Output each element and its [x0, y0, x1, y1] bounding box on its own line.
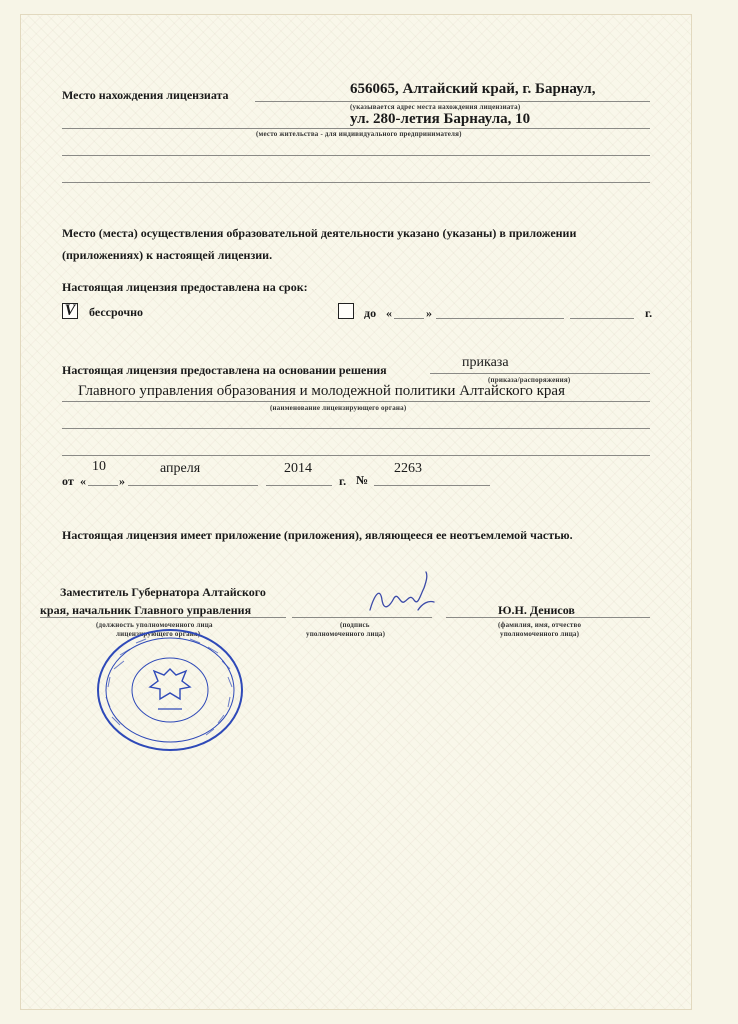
indefinite-checkbox: [62, 303, 78, 319]
number-line: [374, 485, 490, 486]
date-close-quote: »: [119, 474, 125, 488]
licensee-address-line-2: ул. 280-летия Барнаула, 10: [350, 111, 531, 127]
until-day-line: [394, 318, 424, 319]
date-year: 2014: [284, 461, 312, 476]
date-day: 10: [92, 459, 106, 474]
location-line-3: [62, 155, 650, 156]
date-month-line: [128, 485, 258, 486]
location-line-4: [62, 182, 650, 183]
activity-place-text-1: Место (места) осуществления образовательной деятельности указано (указаны) в приложении: [62, 226, 577, 240]
signature-caption-2: уполномоченного лица): [306, 630, 386, 638]
until-label: до: [364, 306, 377, 320]
handwritten-signature: [360, 566, 440, 618]
number-sign: №: [356, 473, 369, 487]
until-year-line: [570, 318, 634, 319]
licensee-location-label: Место нахождения лицензиата: [62, 88, 229, 102]
basis-authority-caption: (наименование лицензирующего органа): [270, 404, 407, 412]
basis-decision-line: [430, 373, 650, 374]
basis-authority-line: [62, 401, 650, 402]
activity-place-text-2: (приложениях) к настоящей лицензии.: [62, 248, 273, 262]
until-checkbox: [338, 303, 354, 319]
date-year-suffix: г.: [339, 474, 347, 488]
until-month-line: [436, 318, 564, 319]
indefinite-label: бессрочно: [89, 305, 144, 319]
until-close-quote: »: [426, 306, 432, 320]
basis-decision-type: приказа: [462, 355, 509, 370]
until-open-quote: «: [386, 306, 392, 320]
term-label: Настоящая лицензия предоставлена на срок:: [62, 280, 308, 294]
document-frame: [20, 14, 692, 1010]
basis-extra-line-2: [62, 455, 650, 456]
position-caption-2: лицензирующего органа): [116, 630, 201, 638]
licensee-address-line-1: 656065, Алтайский край, г. Барнаул,: [350, 81, 596, 97]
location-line-2: [62, 128, 650, 129]
date-from-label: от: [62, 474, 74, 488]
check-mark: V: [64, 302, 76, 319]
official-position-line-2: края, начальник Главного управления: [40, 603, 252, 617]
date-year-line: [266, 485, 332, 486]
location-line-2-caption: (место жительства - для индивидуального предпринимателя): [256, 130, 462, 138]
basis-decision-caption: (приказа/распоряжения): [488, 376, 571, 384]
date-month: апреля: [160, 461, 201, 476]
position-line: [40, 617, 286, 618]
position-caption-1: (должность уполномоченного лица: [96, 621, 213, 629]
decision-number: 2263: [394, 461, 422, 476]
official-position-line-1: Заместитель Губернатора Алтайского: [60, 585, 266, 599]
location-line-1-caption: (указывается адрес места нахождения лицензиата): [350, 103, 521, 111]
basis-label: Настоящая лицензия предоставлена на основании решения: [62, 363, 387, 377]
basis-extra-line-1: [62, 428, 650, 429]
location-line-1: [255, 101, 650, 102]
signature-caption-1: (подпись: [340, 621, 370, 629]
official-stamp: [90, 625, 250, 755]
date-day-line: [88, 485, 118, 486]
official-name: Ю.Н. Денисов: [498, 603, 575, 617]
name-caption-1: (фамилия, имя, отчество: [498, 621, 582, 629]
appendix-text: Настоящая лицензия имеет приложение (приложения), являющееся ее неотъемлемой частью.: [62, 528, 573, 542]
date-open-quote: «: [80, 474, 86, 488]
until-year-suffix: г.: [645, 306, 653, 320]
licensing-authority-name: Главного управления образования и молодежной политики Алтайского края: [78, 383, 565, 399]
name-caption-2: уполномоченного лица): [500, 630, 580, 638]
